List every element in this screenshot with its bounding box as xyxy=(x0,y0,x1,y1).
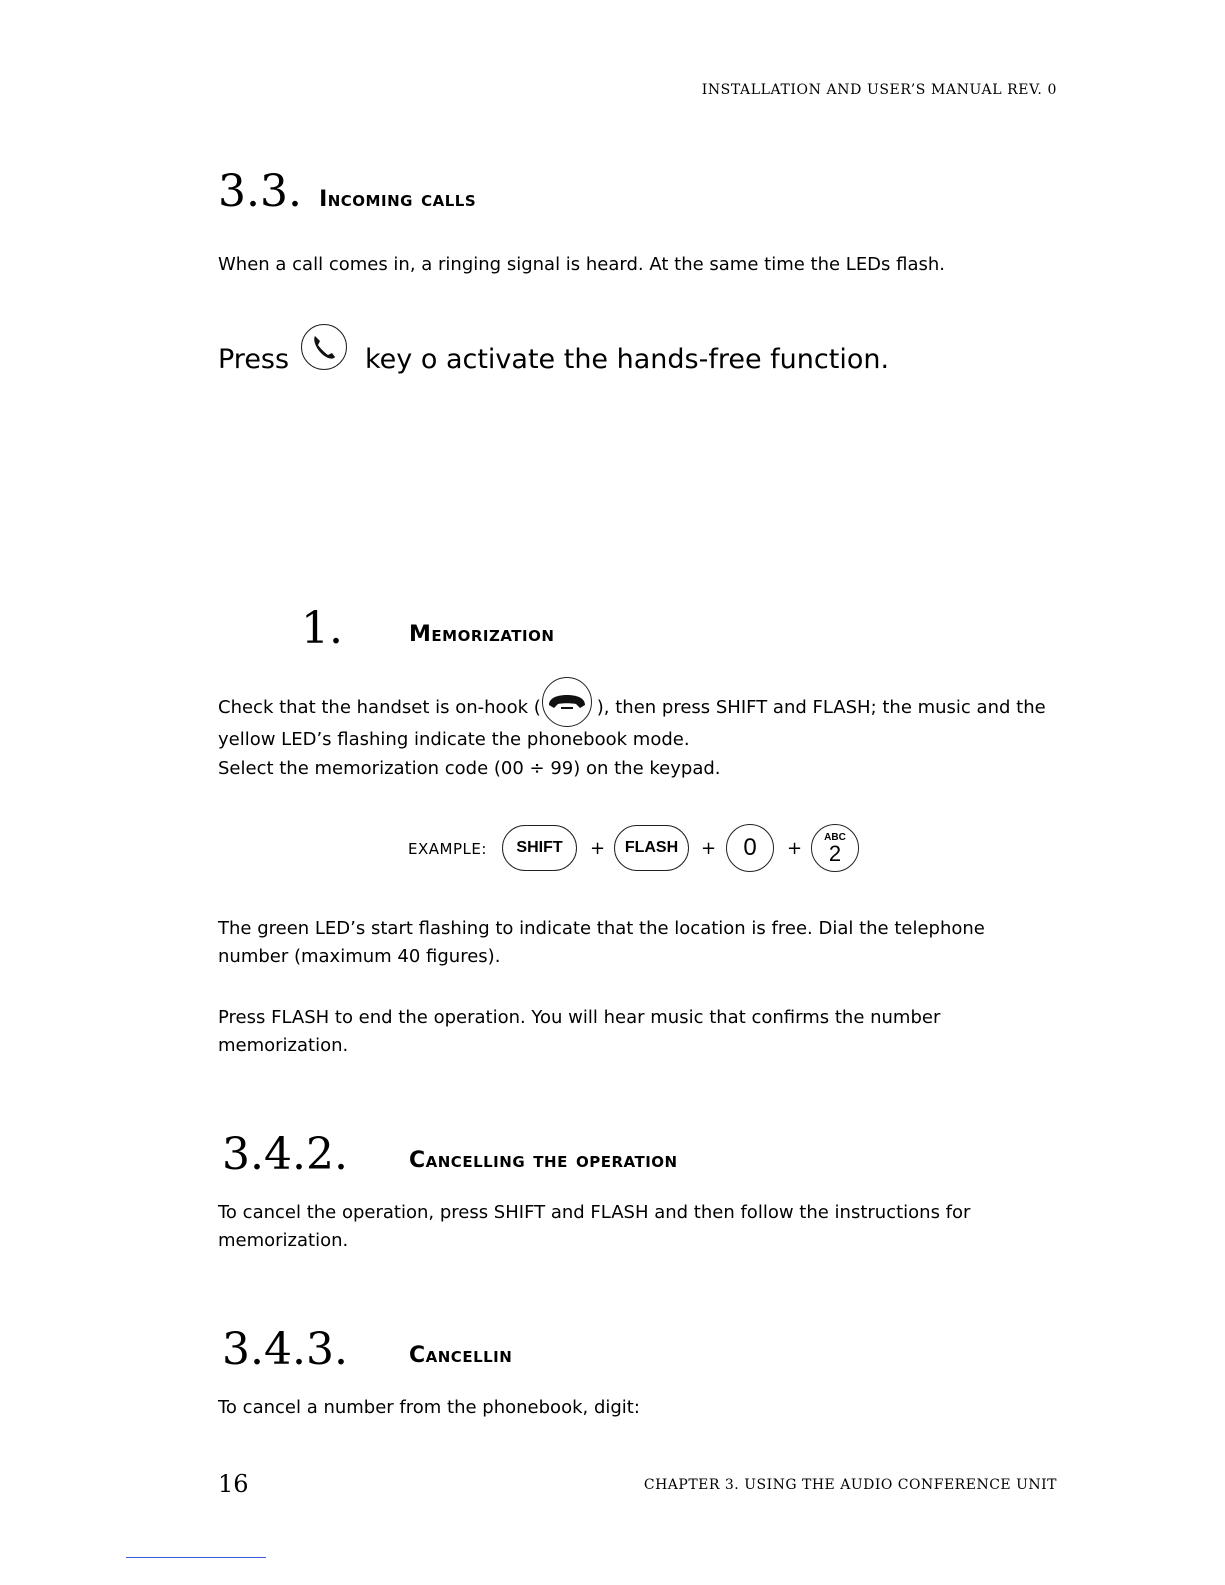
memorization-p1-line2: yellow LED’s flashing indicate the phonebook mode. xyxy=(218,729,690,750)
key-digit: 2 xyxy=(828,841,842,866)
incoming-text: When a call comes in, a ringing signal is heard. At the same time the LEDs flash. xyxy=(218,254,946,275)
two-key-icon xyxy=(811,824,859,872)
section-3-4-2-number: 3.4.2. xyxy=(222,1129,348,1180)
shift-key-icon: SHIFT xyxy=(502,825,577,871)
memorization-p3-line1: Press FLASH to end the operation. You will hear music that confirms the number xyxy=(218,1007,941,1028)
plus-sign: + xyxy=(701,838,717,859)
footnote-rule xyxy=(126,1557,266,1558)
example-label: EXAMPLE: xyxy=(408,840,487,858)
memorization-p3-line2: memorization. xyxy=(218,1035,349,1056)
running-footer: CHAPTER 3. USING THE AUDIO CONFERENCE UNIT xyxy=(643,1477,1057,1493)
section-1-number: 1. xyxy=(301,603,343,654)
memorization-p1-line3: Select the memorization code (00 ÷ 99) on the keypad. xyxy=(218,758,721,779)
section-3-4-3-title: Cancellin xyxy=(409,1343,513,1368)
plus-sign: + xyxy=(787,838,803,859)
phone-handset-icon xyxy=(301,324,347,370)
memorization-p1-line1 xyxy=(218,693,1046,722)
cancellin-line1: To cancel a number from the phonebook, digit: xyxy=(218,1397,640,1418)
press-prefix: Press xyxy=(218,344,290,375)
p1-after: ), then press SHIFT and FLASH; the music and the xyxy=(596,697,1046,718)
cancelling-line2: memorization. xyxy=(218,1230,349,1251)
section-number: 3.3. xyxy=(218,166,302,217)
memorization-p2-line1: The green LED’s start flashing to indicate that the location is free. Dial the telephone xyxy=(218,918,985,939)
press-suffix: key o activate the hands-free function. xyxy=(365,344,890,375)
plus-sign: + xyxy=(590,838,606,859)
section-3-4-3-number: 3.4.3. xyxy=(222,1324,348,1375)
section-title: Incoming calls xyxy=(319,187,477,212)
section-3-3-heading xyxy=(218,166,477,217)
memorization-p2-line2: number (maximum 40 figures). xyxy=(218,946,501,967)
onhook-handset-icon xyxy=(542,677,592,727)
key-letters: ABC xyxy=(824,832,846,843)
p1-before: Check that the handset is on-hook ( xyxy=(218,697,541,718)
section-1-title: Memorization xyxy=(409,622,555,647)
running-header: INSTALLATION AND USER’S MANUAL REV. 0 xyxy=(701,82,1057,98)
cancelling-line1: To cancel the operation, press SHIFT and FLASH and then follow the instructions for xyxy=(218,1202,971,1223)
section-3-4-2-title: Cancelling the operation xyxy=(409,1148,678,1173)
page-number: 16 xyxy=(218,1470,249,1498)
zero-key-icon: 0 xyxy=(726,824,774,872)
flash-key-icon: FLASH xyxy=(614,825,689,871)
